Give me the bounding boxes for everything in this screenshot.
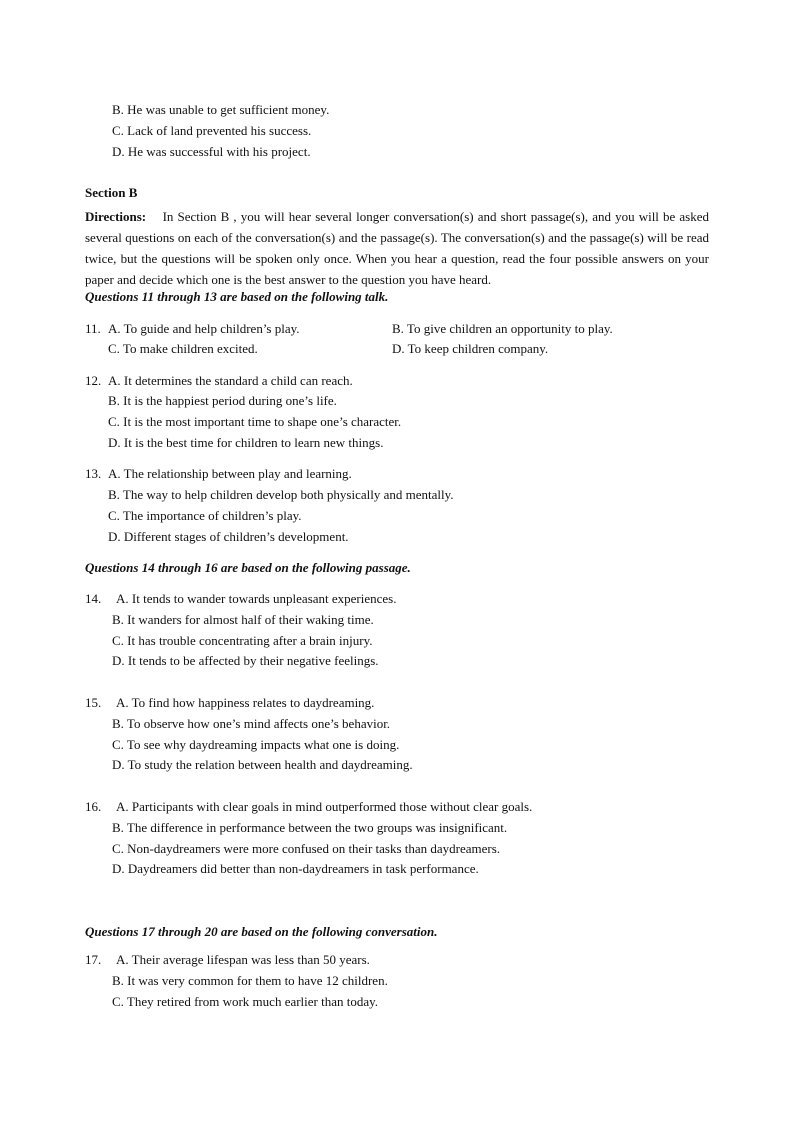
question-number: 17. <box>85 952 102 967</box>
group-intro: Questions 17 through 20 are based on the following conversation. <box>85 924 438 939</box>
option-line: D. To study the relation between health and daydreaming. <box>112 757 413 772</box>
directions-label: Directions: <box>85 209 147 224</box>
option-line: A. Participants with clear goals in mind outperformed those without clear goals. <box>116 799 533 814</box>
option-line: B. It is the happiest period during one’s life. <box>108 393 337 408</box>
option-line: B. To give children an opportunity to play. <box>392 321 613 336</box>
option-line: D. It is the best time for children to learn new things. <box>108 435 384 450</box>
option-line: C. Non-daydreamers were more confused on their tasks than daydreamers. <box>112 841 501 856</box>
section-title: Section B <box>85 185 138 200</box>
question-number: 16. <box>85 799 102 814</box>
directions-text: In Section B , you will hear several longer conversation(s) and short passage(s), and you will be asked several questions on each of the conversation(s) and the passage(s). The conversation(s) and the passage(s) will be read twice, but the questions will be spoken only once. When you hear a question, read the four possible answers on your paper and decide which one is the best answer to the question you have heard. <box>85 209 710 287</box>
option-line: C. The importance of children’s play. <box>108 508 302 523</box>
option-line: D. He was successful with his project. <box>112 144 311 159</box>
option-line: C. Lack of land prevented his success. <box>112 123 312 138</box>
option-line: B. The way to help children develop both physically and mentally. <box>108 487 454 502</box>
option-line: B. To observe how one’s mind affects one’s behavior. <box>112 716 391 731</box>
directions-paragraph <box>85 206 709 290</box>
option-line: A. Their average lifespan was less than 50 years. <box>116 952 370 967</box>
option-line: D. Different stages of children’s development. <box>108 529 349 544</box>
option-line: A. To guide and help children’s play. <box>108 321 300 336</box>
option-line: A. The relationship between play and learning. <box>108 466 352 481</box>
option-line: B. It was very common for them to have 12 children. <box>112 973 388 988</box>
option-line: C. They retired from work much earlier than today. <box>112 994 379 1009</box>
question-number: 12. <box>85 373 102 388</box>
option-line: D. To keep children company. <box>392 341 549 356</box>
option-line: C. To make children excited. <box>108 341 258 356</box>
option-line: C. It has trouble concentrating after a brain injury. <box>112 633 373 648</box>
option-line: B. It wanders for almost half of their waking time. <box>112 612 374 627</box>
question-number: 15. <box>85 695 102 710</box>
option-line: A. To find how happiness relates to daydreaming. <box>116 695 375 710</box>
group-intro: Questions 14 through 16 are based on the following passage. <box>85 560 411 575</box>
option-line: A. It tends to wander towards unpleasant experiences. <box>116 591 397 606</box>
question-number: 14. <box>85 591 102 606</box>
option-line: C. It is the most important time to shape one’s character. <box>108 414 402 429</box>
group-intro: Questions 11 through 13 are based on the following talk. <box>85 289 389 304</box>
option-line: C. To see why daydreaming impacts what one is doing. <box>112 737 400 752</box>
option-line: D. Daydreamers did better than non-daydreamers in task performance. <box>112 861 479 876</box>
question-number: 13. <box>85 466 102 481</box>
option-line: B. The difference in performance between the two groups was insignificant. <box>112 820 508 835</box>
question-number: 11. <box>85 321 101 336</box>
option-line: A. It determines the standard a child can reach. <box>108 373 353 388</box>
option-line: B. He was unable to get sufficient money. <box>112 102 330 117</box>
option-line: D. It tends to be affected by their negative feelings. <box>112 653 379 668</box>
